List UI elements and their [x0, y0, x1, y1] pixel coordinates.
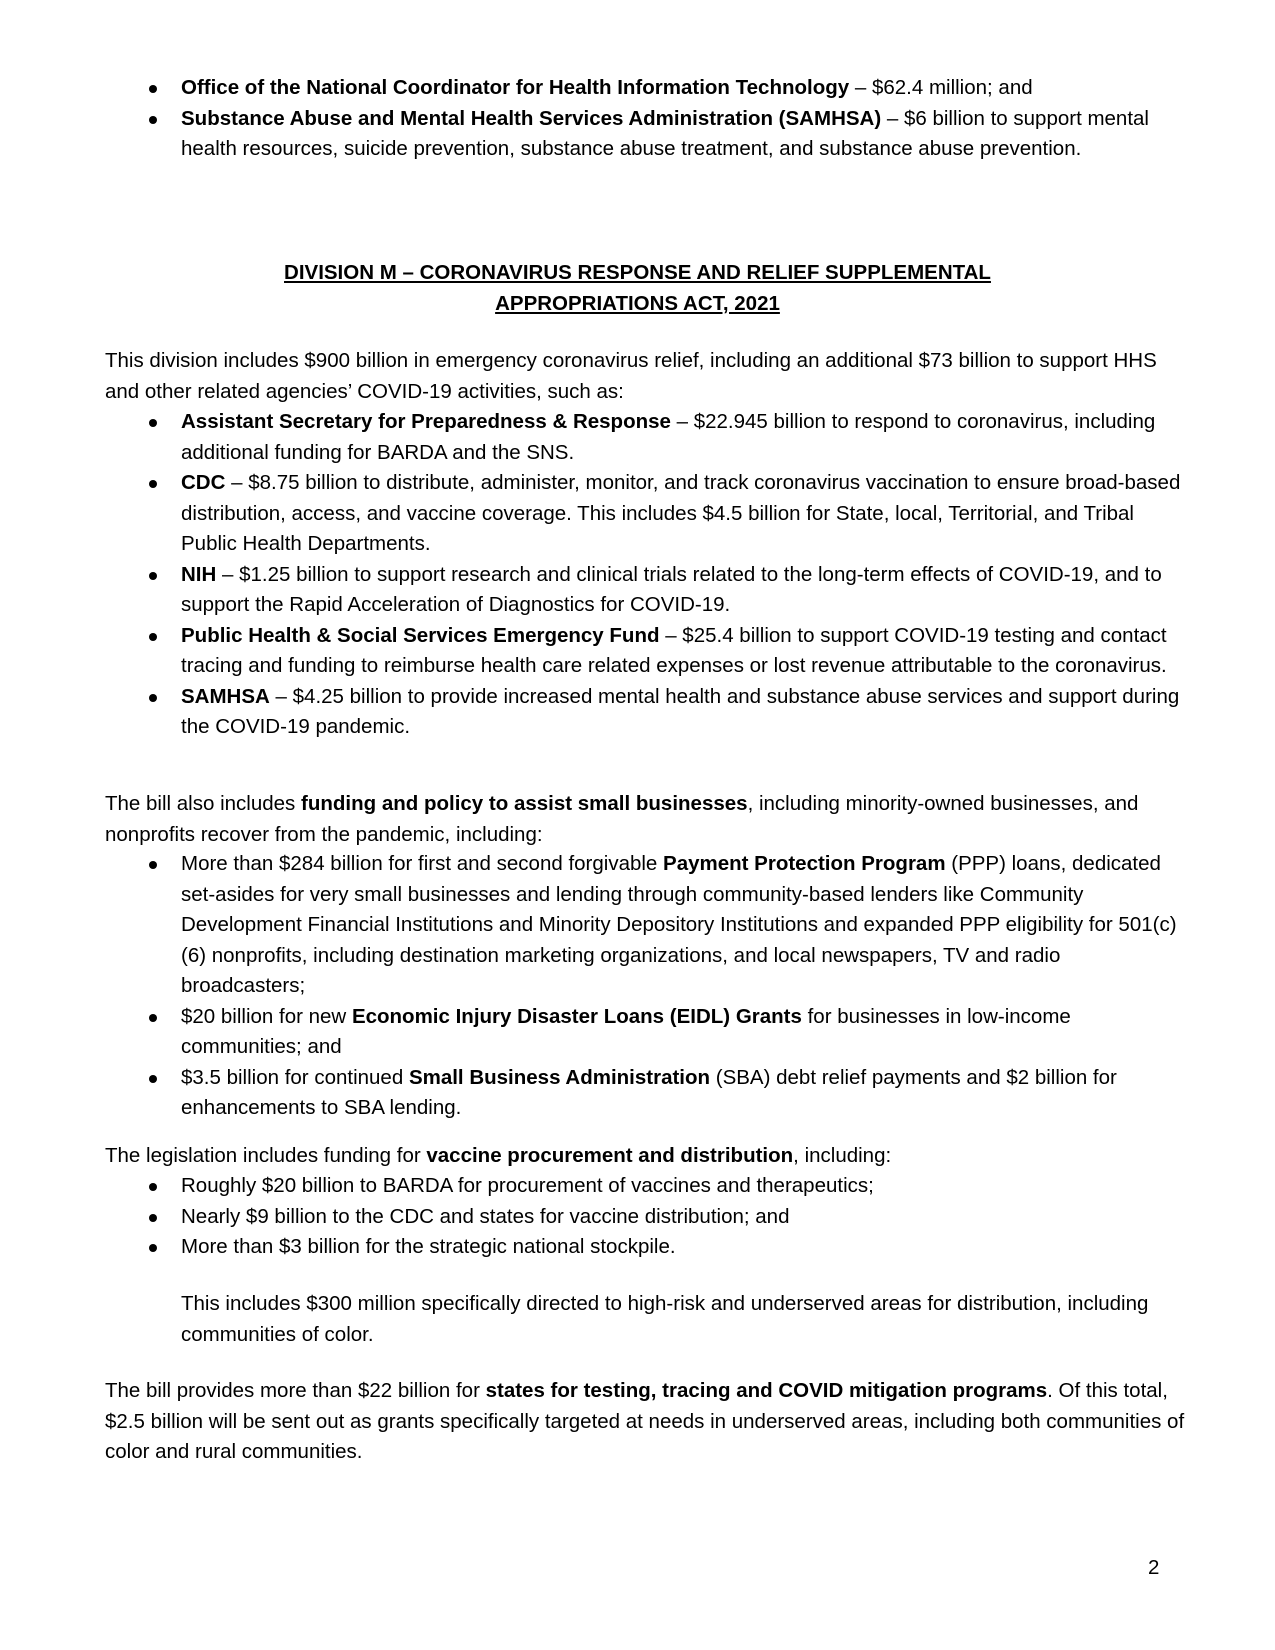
- heading-line: APPROPRIATIONS ACT, 2021: [495, 291, 780, 315]
- list-item: Roughly $20 billion to BARDA for procurement of vaccines and therapeutics;: [105, 1171, 1185, 1202]
- top-bullet-list: [105, 73, 1185, 165]
- list-item: More than $284 billion for first and second forgivable Payment Protection Program (PPP) loans, dedicated set-asides for very small businesses and lending through community-based lenders like Community Development Financial Institutions and Minority Depository Institutions and expanded PPP eligibility for 501(c)(6) nonprofits, including destination marketing organizations, and local newspapers, TV and radio broadcasters;: [105, 849, 1185, 1002]
- bullet-icon: [149, 1183, 157, 1191]
- bullet-icon: [149, 116, 157, 124]
- list-item: NIH – $1.25 billion to support research and clinical trials related to the long-term effects of COVID-19, and to support the Rapid Acceleration of Diagnostics for COVID-19.: [105, 560, 1185, 621]
- list-item: $3.5 billion for continued Small Business Administration (SBA) debt relief payments and $2 billion for enhancements to SBA lending.: [105, 1063, 1185, 1124]
- testing-paragraph: The bill provides more than $22 billion for states for testing, tracing and COVID mitigation programs. Of this total, $2.5 billion will be sent out as grants specifically targeted at needs in underserved areas, including both communities of color and rural communities.: [105, 1379, 1185, 1463]
- bullet-icon: [149, 572, 157, 580]
- intro-paragraph: This division includes $900 billion in emergency coronavirus relief, including an additional $73 billion to support HHS and other related agencies’ COVID-19 activities, such as:: [105, 349, 1157, 403]
- list-item: Assistant Secretary for Preparedness & Response – $22.945 billion to respond to coronavirus, including additional funding for BARDA and the SNS.: [105, 407, 1185, 468]
- small-business-bullet-list: [105, 849, 1185, 1124]
- vaccine-bullet-list: [105, 1171, 1185, 1263]
- list-item: Office of the National Coordinator for Health Information Technology – $62.4 million; and: [105, 73, 1185, 104]
- hhs-bullet-list: [105, 407, 1185, 743]
- bullet-icon: [149, 1014, 157, 1022]
- bullet-icon: [149, 633, 157, 641]
- heading-line: DIVISION M – CORONAVIRUS RESPONSE AND RELIEF SUPPLEMENTAL: [284, 261, 991, 284]
- bullet-icon: [149, 480, 157, 488]
- list-item: Public Health & Social Services Emergency Fund – $25.4 billion to support COVID-19 testing and contact tracing and funding to reimburse health care related expenses or lost revenue attributable to the coronavirus.: [105, 621, 1185, 682]
- small-business-paragraph: The bill also includes funding and policy to assist small businesses, including minority-owned businesses, and nonprofits recover from the pandemic, including:: [105, 792, 1139, 846]
- vaccine-note: This includes $300 million specifically directed to high-risk and underserved areas for distribution, including communities of color.: [181, 1292, 1149, 1346]
- bullet-icon: [149, 1244, 157, 1252]
- list-item: CDC – $8.75 billion to distribute, administer, monitor, and track coronavirus vaccination to ensure broad-based distribution, access, and vaccine coverage. This includes $4.5 billion for State, local, Territorial, and Tribal Public Health Departments.: [105, 468, 1185, 560]
- division-heading: [105, 258, 1170, 319]
- bullet-icon: [149, 861, 157, 869]
- bullet-icon: [149, 85, 157, 93]
- vaccine-paragraph: The legislation includes funding for vaccine procurement and distribution, including:: [105, 1144, 892, 1167]
- list-item: $20 billion for new Economic Injury Disaster Loans (EIDL) Grants for businesses in low-income communities; and: [105, 1002, 1185, 1063]
- bullet-icon: [149, 1214, 157, 1222]
- list-item: Nearly $9 billion to the CDC and states for vaccine distribution; and: [105, 1202, 1185, 1233]
- list-item: More than $3 billion for the strategic national stockpile.: [105, 1232, 1185, 1263]
- bullet-icon: [149, 1075, 157, 1083]
- bullet-icon: [149, 419, 157, 427]
- list-item: SAMHSA – $4.25 billion to provide increased mental health and substance abuse services and support during the COVID-19 pandemic.: [105, 682, 1185, 743]
- bullet-icon: [149, 694, 157, 702]
- list-item: Substance Abuse and Mental Health Services Administration (SAMHSA) – $6 billion to support mental health resources, suicide prevention, substance abuse treatment, and substance abuse prevention.: [105, 104, 1185, 165]
- page-number: 2: [1148, 1556, 1160, 1579]
